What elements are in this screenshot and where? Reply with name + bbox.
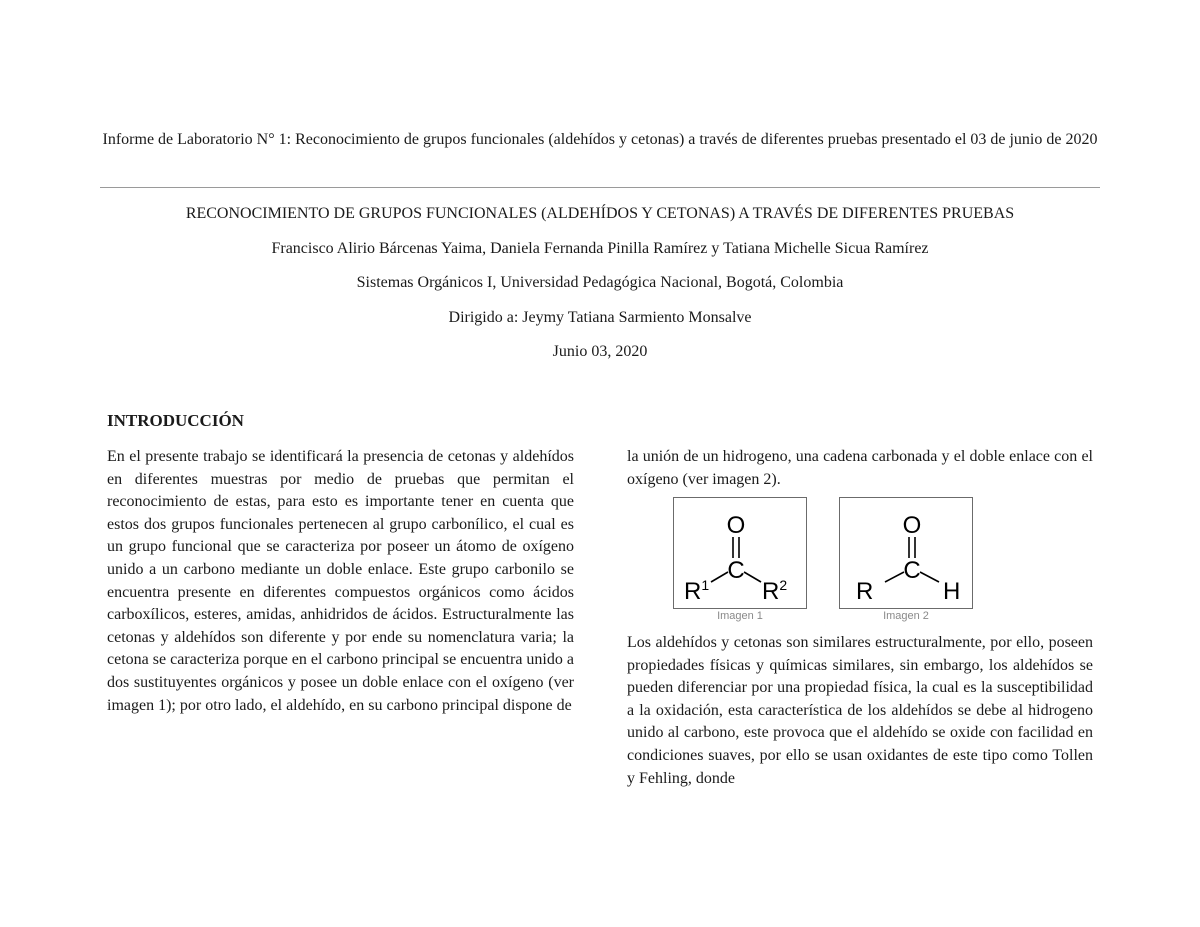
figure-aldehyde [839,497,973,623]
r-label: R [856,578,874,605]
paper-date: Junio 03, 2020 [552,343,648,360]
authors: Francisco Alirio Bárcenas Yaima, Daniela Fernanda Pinilla Ramírez y Tatiana Michelle Sicua Ramírez [271,240,929,257]
ketone-structure-svg [674,498,806,608]
oxygen-label: O [726,512,746,539]
carbon-label: C [727,557,745,584]
aldehyde-structure-image [839,497,973,609]
aldehyde-structure-svg [840,498,972,608]
h-label: H [943,578,961,605]
r2-label: $R^2$ [762,577,788,605]
intro-right-column-top: la unión de un hidrogeno, una cadena carbonada y el doble enlace con el oxígeno (ver imagen 2). [627,448,1093,488]
running-header: Informe de Laboratorio N° 1: Reconocimiento de grupos funcionales (aldehídos y cetonas) a través de diferentes pruebas presentado el 03 de junio de 2020 [102,131,1098,148]
intro-left-column: En el presente trabajo se identificará la presencia de cetonas y aldehídos en diferentes muestras por medio de pruebas que permitan el reconocimiento de estas, para esto es importante tener en cuenta que estos dos grupos funcionales pertenecen al grupo carbonílico, el cual es un grupo funcional que se caracteriza por poseer un átomo de oxígeno unido a un carbono mediante un doble enlace. Este grupo carbonilo se encuentra presente en diferentes compuestos orgánicos como ácidos carboxílicos, esteres, amidas, anhidridos de ácidos. Estructuralmente las cetonas y aldehídos son diferente y por ende su nomenclatura varia; la cetona se caracteriza porque en el carbono principal se encuentra unido a dos sustituyentes orgánicos y posee un doble enlace con el oxígeno (ver imagen 1); por otro lado, el aldehído, en su carbono principal dispone de [107,448,574,714]
figure-caption-2: Imagen 2 [883,610,929,622]
r1-label: $R^1$ [684,577,710,605]
header-rule [100,187,1100,188]
carbon-label: C [903,557,921,584]
affiliation: Sistemas Orgánicos I, Universidad Pedagógica Nacional, Bogotá, Colombia [356,274,844,291]
paper-title: RECONOCIMIENTO DE GRUPOS FUNCIONALES (ALDEHÍDOS Y CETONAS) A TRAVÉS DE DIFERENTES PRUEBAS [185,205,1015,222]
section-heading-introduccion: INTRODUCCIÓN [107,411,244,430]
figure-ketone [673,497,807,623]
oxygen-label: O [902,512,922,539]
advisor: Dirigido a: Jeymy Tatiana Sarmiento Monsalve [448,309,752,326]
intro-right-column-bottom: Los aldehídos y cetonas son similares estructuralmente, por ello, poseen propiedades físicas y químicas similares, sin embargo, los aldehídos se pueden diferenciar por una propiedad física, la cual es la susceptibilidad a la oxidación, esta característica de los aldehídos se debe al hidrogeno unido al carbono, este provoca que el aldehído se oxide con facilidad en condiciones suaves, por ello se usan oxidantes de este tipo como Tollen y Fehling, donde [627,634,1093,787]
ketone-structure-image [673,497,807,609]
figure-caption-1: Imagen 1 [717,610,763,622]
